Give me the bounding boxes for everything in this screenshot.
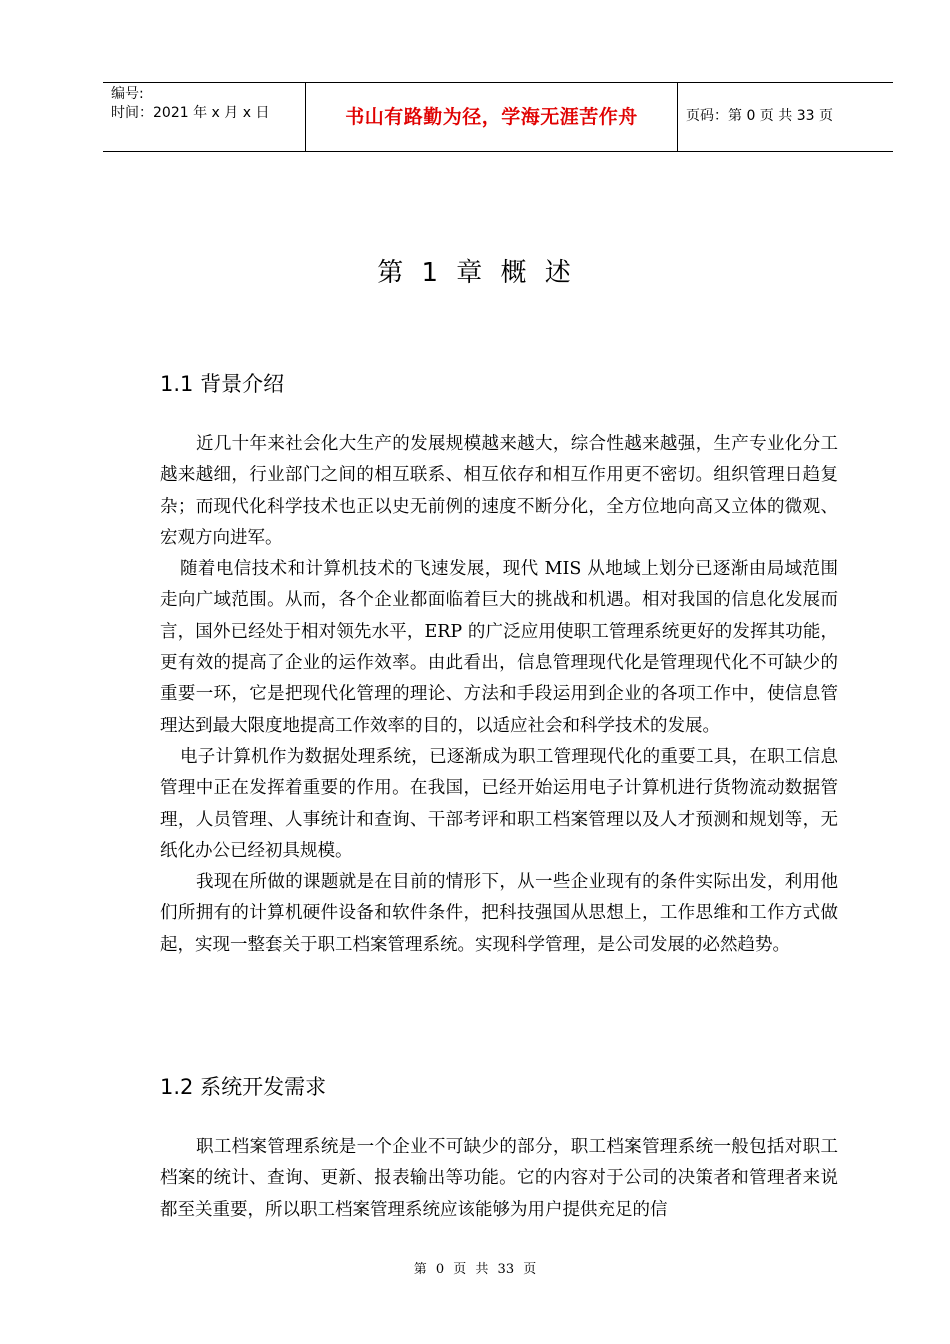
paragraph: 我现在所做的课题就是在目前的情形下，从一些企业现有的条件实际出发，利用他们所拥有的计算机硬件设备和软件条件，把科技强国从思想上，工作思维和工作方式做起，实现一整套关于职工档案管理系统。实现科学管理，是公司发展的必然趋势。 <box>160 872 838 955</box>
header-motto: 书山有路勤为径，学海无涯苦作舟 <box>305 83 678 151</box>
paragraph: 随着电信技术和计算机技术的飞速发展，现代 MIS 从地域上划分已逐渐由局域范围走向广域范围。从而，各个企业都面临着巨大的挑战和机遇。相对我国的信息化发展而言，国外已经处于相对领先水平，ERP 的广泛应用使职工管理系统更好的发挥其功能，更有效的提高了企业的运作效率。由此看出，信息管理现代化是管理现代化不可缺少的重要一环，它是把现代化管理的理论、方法和手段运用到企业的各项工作中，使信息管理达到最大限度地提高工作效率的目的，以适应社会和科学技术的发展。 <box>160 559 838 736</box>
paragraph: 近几十年来社会化大生产的发展规模越来越大，综合性越来越强，生产专业化分工越来越细，行业部门之间的相互联系、相互依存和相互作用更不密切。组织管理日趋复杂；而现代化科学技术也正以史无前例的速度不断分化，全方位地向高又立体的微观、宏观方向进军。 <box>160 434 838 548</box>
page-footer: 第 0 页 共 33 页 <box>413 1262 537 1277</box>
section-heading-1-1: 1.1 背景介绍 <box>160 372 285 396</box>
document-header <box>103 82 893 152</box>
time-label: 时间：2021 年 x 月 x 日 <box>111 105 270 121</box>
section-body-1-1 <box>160 429 838 961</box>
paragraph: 电子计算机作为数据处理系统，已逐渐成为职工管理现代化的重要工具，在职工信息管理中正在发挥着重要的作用。在我国，已经开始运用电子计算机进行货物流动数据管理，人员管理、人事统计和查询、干部考评和职工档案管理以及人才预测和规划等，无纸化办公已经初具规模。 <box>160 746 838 861</box>
section-heading-1-2: 1.2 系统开发需求 <box>160 1075 327 1099</box>
header-meta <box>103 83 305 151</box>
paragraph: 职工档案管理系统是一个企业不可缺少的部分，职工档案管理系统一般包括对职工档案的统计、查询、更新、报表输出等功能。它的内容对于公司的决策者和管理者来说都至关重要，所以职工档案管理系统应该能够为用户提供充足的信 <box>160 1137 838 1220</box>
section-body-1-2 <box>160 1132 838 1226</box>
chapter-title: 第 1 章 概 述 <box>377 258 573 288</box>
number-label: 编号: <box>111 86 144 102</box>
header-page-info: 页码：第 0 页 共 33 页 <box>686 108 833 124</box>
